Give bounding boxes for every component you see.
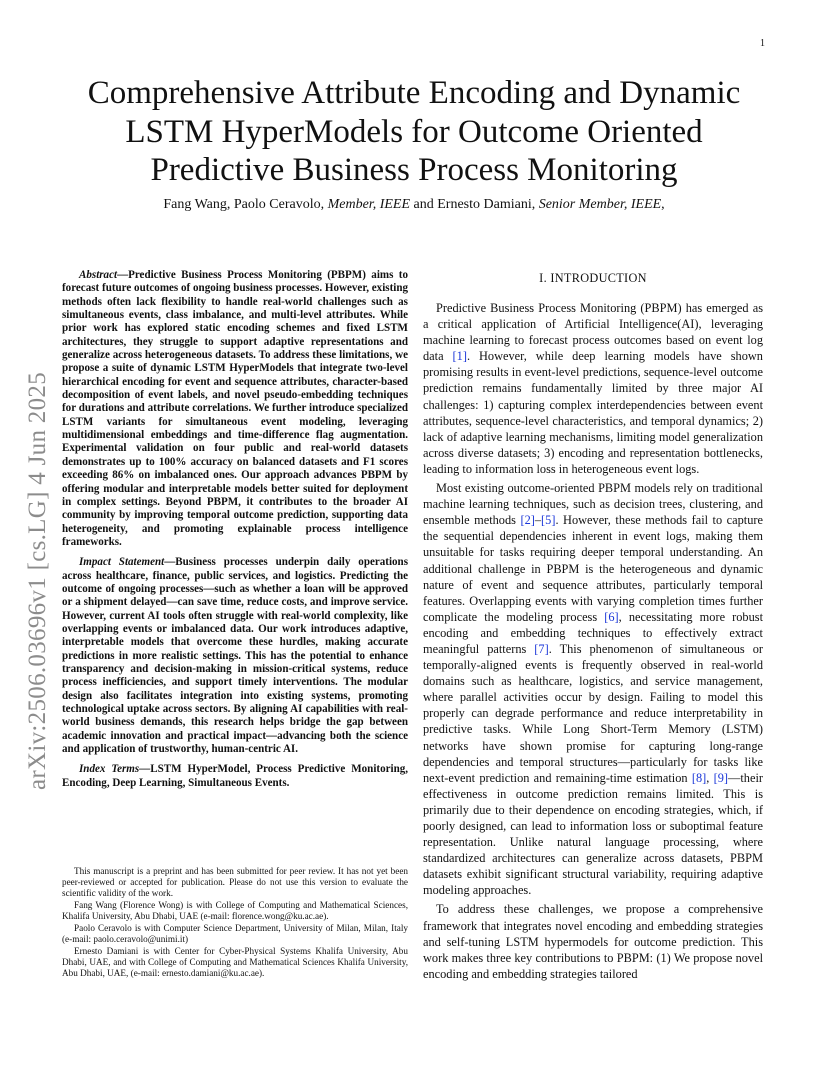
section-heading-introduction: I. INTRODUCTION — [539, 271, 647, 285]
citation-link[interactable]: [7] — [534, 641, 549, 656]
impact-statement-label: Impact Statement — [79, 556, 165, 569]
page-number: 1 — [760, 38, 765, 49]
impact-statement-text: —Business processes underpin daily operations across healthcare, finance, public services, and logistics. Predicting the outcome of ongoing processes—such as whether a loan will be approved or a shipment delayed—can save time, reduce costs, and improve service. However, current AI tools often struggle with real-world complexity, like overlapping events or imbalanced data. Our work introduces adaptive, interpretable models that overcome these hurdles, making accurate predictions in more realistic settings. This has the potential to enhance transparency and decision-making in mission-critical systems, reduce process inefficiencies, and support timely interventions. The modular design also facilitates integration into existing systems, promoting technological uptake across sectors. By aligning AI capabilities with real-world business demands, this research helps bridge the gap between academic innovation and practical impact—advancing both the science and application of trustworthy, human-centric AI. — [62, 556, 409, 756]
abstract-text: —Predictive Business Process Monitoring (PBPM) aims to forecast future outcomes of ongoing business processes. However, existing methods often lack flexibility to handle real-world challenges such as simultaneous events, class imbalance, and multi-level attributes. While prior work has explored static encoding schemes and fixed LSTM architectures, they struggle to support adaptive representations and generalize across heterogeneous datasets. To address these limitations, we propose a suite of dynamic LSTM HyperModels that integrate two-level hierarchical encoding for event and sequence attributes, character-based decomposition of event labels, and novel pseudo-embedding techniques for durations and attribute correlations. We further introduce specialized LSTM variants for simultaneous event modeling, leveraging multidimensional embeddings and time-difference flag augmentation. Experimental validation on four public and real-world datasets demonstrates up to 100% accuracy on balanced datasets and F1 scores exceeding 86% on imbalanced ones. Our approach advances PBPM by offering modular and interpretable models better suited for deployment in complex settings. Beyond PBPM, it contributes to the broader AI community by improving temporal outcome prediction, supporting data heterogeneity, and promoting explainable process intelligence frameworks. — [62, 269, 408, 548]
index-terms-label: Index Terms — [79, 763, 140, 776]
arxiv-identifier-stamp: arXiv:2506.03696v1 [cs.LG] 4 Jun 2025 — [24, 372, 51, 790]
citation-link[interactable]: [6] — [604, 609, 619, 624]
right-column — [423, 269, 763, 982]
author-names: and Ernesto Damiani, — [410, 197, 539, 212]
author-names: , — [661, 197, 665, 212]
paper-title: Comprehensive Attribute Encoding and Dynamic LSTM HyperModels for Outcome Oriented Predictive Business Process Monitoring — [87, 75, 741, 188]
footnotes — [62, 866, 408, 980]
citation-link[interactable]: [1] — [452, 349, 467, 364]
abstract-label: Abstract — [79, 269, 118, 281]
index-terms-text: —LSTM HyperModel, Process Predictive Monitoring, Encoding, Deep Learning, Simultaneous Events. — [62, 763, 408, 789]
citation-link[interactable]: [9] — [713, 770, 729, 785]
abstract — [62, 269, 408, 549]
left-column — [62, 269, 408, 797]
author-names: Fang Wang, Paolo Ceravolo, — [163, 197, 328, 212]
footnote-affiliation: Ernesto Damiani is with Center for Cyber-Physical Systems Khalifa University, Abu Dhabi, UAE, and with College of Computing and Mathematical Sciences Khalifa University, Abu Dhabi, UAE, (e-mail: ernesto.damiani@ku.ac.ae). — [62, 946, 408, 978]
footnote-affiliation: Paolo Ceravolo is with Computer Science Department, University of Milan, Milan, Italy (e-mail: paolo.ceravolo@unimi.it) — [62, 923, 408, 944]
intro-paragraph: To address these challenges, we propose a comprehensive framework that integrates novel encoding and embedding strategies and self-tuning LSTM hypermodels for outcome prediction. This work makes three key contributions to PBPM: (1) We propose novel encoding and embedding strategies tailored — [423, 902, 763, 981]
footnote-affiliation: Fang Wang (Florence Wong) is with College of Computing and Mathematical Sciences, Khalifa University, Abu Dhabi, UAE (e-mail: florence.wong@ku.ac.ae). — [62, 900, 408, 921]
footnote-preprint: This manuscript is a preprint and has been submitted for peer review. It has not yet been peer-reviewed or accepted for publication. Please do not use this version to evaluate the scientific validity of the work. — [62, 866, 408, 898]
impact-statement — [62, 556, 408, 756]
author-role: Senior Member, IEEE — [538, 197, 662, 212]
intro-paragraph: Most existing outcome-oriented PBPM models rely on traditional machine learning techniques, such as decision trees, clustering, and ensemble methods [2]–[5]. However, these methods fail to capture the sequential dependencies inherent in event logs, making them unsuitable for tasks requiring deeper temporal understanding. An additional challenge in PBPM is the heterogeneous and dynamic nature of event and sequence attributes, particularly temporal features. Overlapping events with varying completion times further complicate the modeling process [6], necessitating more robust encoding and embedding techniques to effectively extract meaningful patterns [7]. This phenomenon of simultaneous or temporally-aligned events is frequently observed in real-world domains such as healthcare, logistics, and service management, where parallel activities occur by design. Failing to model this properly can degrade performance and reduce interpretability in predictive tasks. While Long Short-Term Memory (LSTM) networks have shown promise for capturing long-range dependencies and temporal structures—particularly for tasks like next-event prediction and remaining-time estimation [8], [9]—their effectiveness in outcome prediction remains limited. This is primarily due to their dependence on encoding strategies, which, if poorly designed, can lead to information loss or suboptimal feature representation. Unlike natural language processing, where standardized architectures can generalize across datasets, PBPM datasets exhibit significant structural variability, requiring adaptive modeling approaches. — [423, 481, 763, 898]
citation-link[interactable]: [5] — [541, 513, 556, 528]
citation-link[interactable]: [8] — [691, 770, 707, 785]
intro-paragraph: Predictive Business Process Monitoring (PBPM) has emerged as a critical application of Artificial Intelligence(AI), leveraging machine learning to forecast process outcomes based on event log data [1]. However, while deep learning models have shown promising results in event-level predictions, sequence-level outcome prediction remains fundamentally limited by three major AI challenges: 1) capturing complex interdependencies between event attributes, sequence-level characteristics, and temporal dynamics; 2) lack of adaptive learning mechanisms, limiting model generalization across diverse datasets; 3) encoding and representation bottlenecks, leading to information loss in heterogeneous event logs. — [423, 301, 763, 476]
citation-link[interactable]: [2] — [520, 513, 535, 528]
author-line — [60, 197, 768, 213]
index-terms — [62, 763, 408, 790]
author-role: Member, IEEE — [327, 197, 411, 212]
